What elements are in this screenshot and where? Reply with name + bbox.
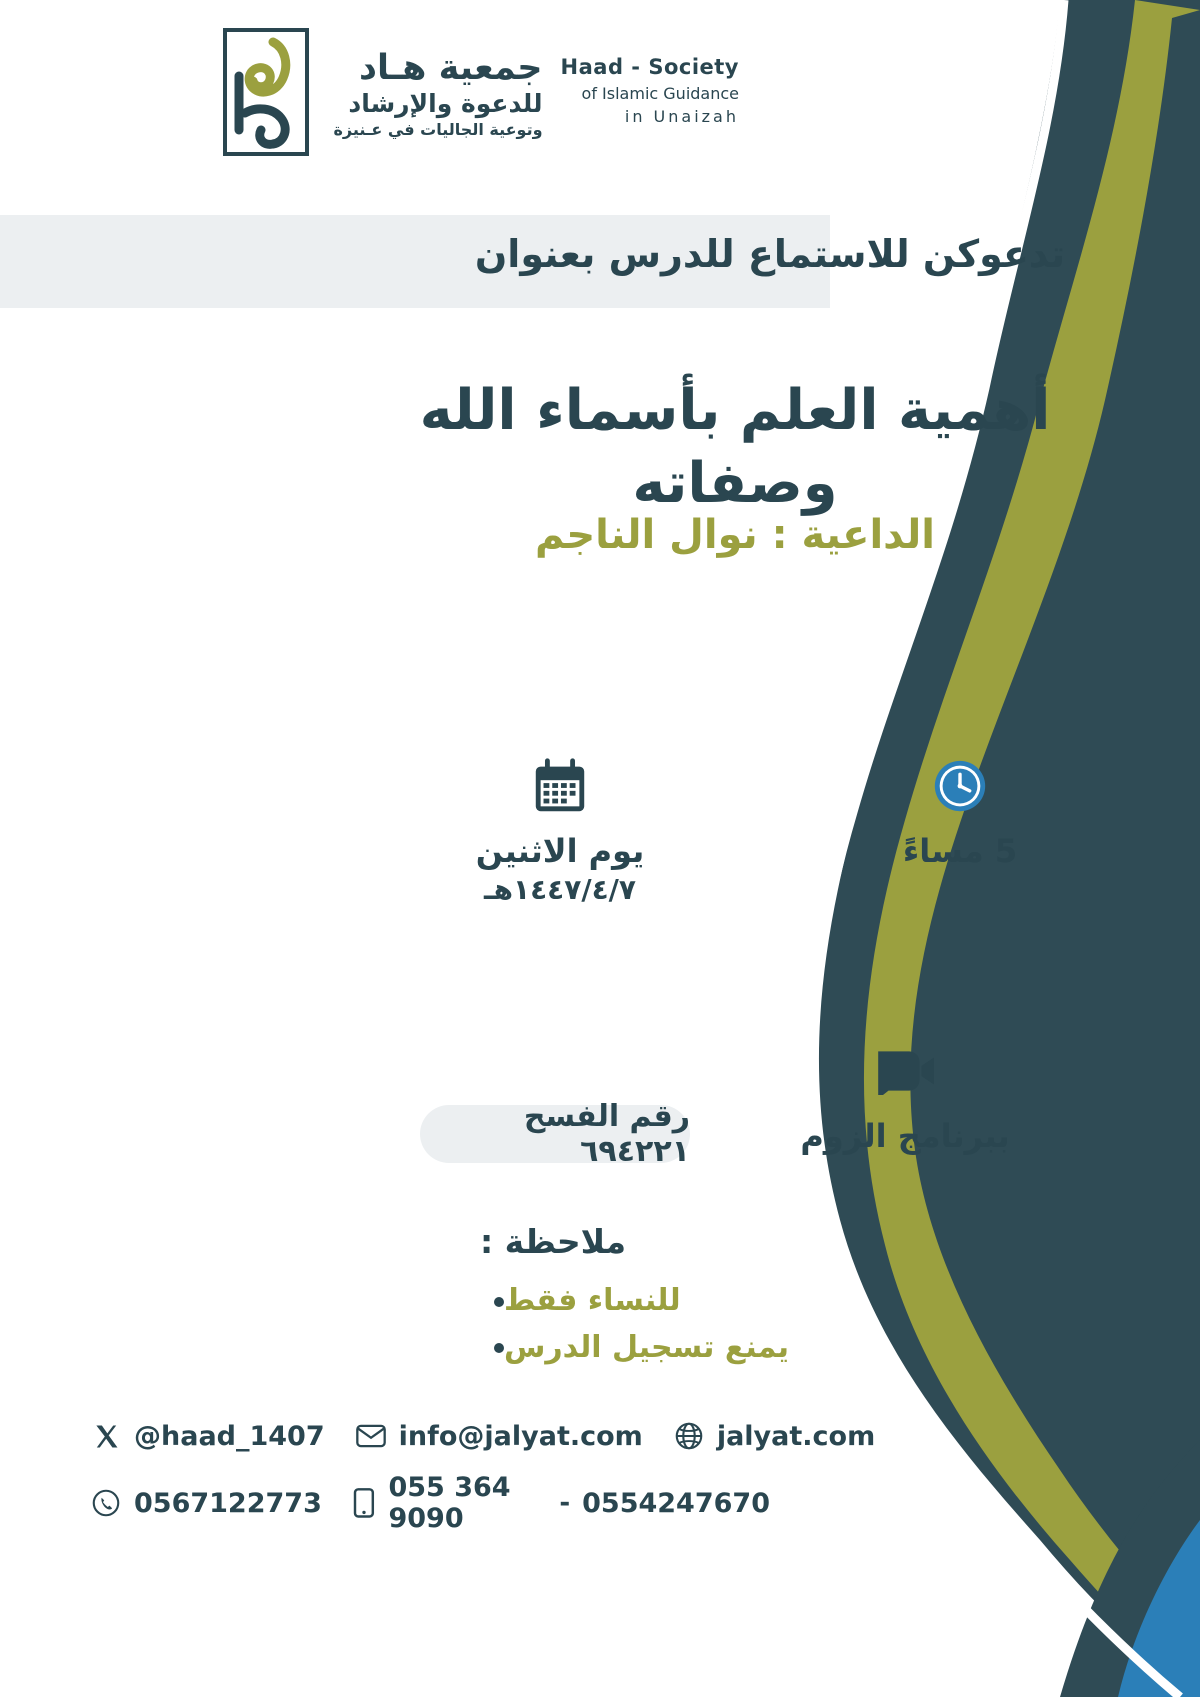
event-time-block — [845, 755, 1075, 906]
contact-twitter[interactable] — [90, 1420, 325, 1452]
contact-mobile2-text: 0554247670 — [582, 1487, 770, 1519]
notes-title: ملاحظة : — [480, 1222, 627, 1261]
notes-list — [480, 1278, 1200, 1371]
logo-arabic-line2: للدعوة والإرشاد — [348, 89, 543, 119]
logo-english-line2: of Islamic Guidance — [581, 84, 739, 104]
clock-icon — [845, 755, 1075, 817]
event-date-label: يوم الاثنين — [475, 832, 645, 870]
note-text: للنساء فقط — [504, 1283, 681, 1318]
contact-website[interactable] — [673, 1420, 875, 1452]
logo-arabic-line1: جمعية هـاد — [359, 47, 543, 88]
phone-icon — [90, 1487, 122, 1519]
globe-icon — [673, 1420, 705, 1452]
x-twitter-icon — [90, 1420, 122, 1452]
contact-row-1 — [90, 1420, 876, 1452]
note-text: يمنع تسجيل الدرس — [504, 1329, 789, 1365]
logo-english-text — [561, 52, 739, 135]
list-item — [480, 1325, 1200, 1372]
speaker-name: الداعية : نوال الناجم — [534, 512, 936, 558]
room-number-badge: رقم الفسح ٦٩٤٢٢١ — [420, 1105, 690, 1163]
contact-email-text: info@jalyat.com — [398, 1420, 643, 1452]
haad-logo-icon — [215, 18, 315, 168]
logo-arabic-text — [333, 47, 542, 140]
event-platform-block — [790, 1040, 1020, 1158]
bullet-icon — [494, 1343, 504, 1353]
contact-mobile[interactable] — [352, 1472, 770, 1534]
contact-phone-text: 0567122773 — [134, 1487, 322, 1519]
video-camera-icon — [790, 1040, 1020, 1102]
lesson-title: أهمية العلم بأسماء الله وصفاته — [419, 378, 1051, 516]
logo-arabic-line3: وتوعية الجاليات في عـنيزة — [333, 119, 543, 139]
contact-separator: - — [559, 1488, 571, 1518]
contact-website-text: jalyat.com — [716, 1420, 876, 1452]
event-date-hijri: ١٤٤٧/٤/٧هـ — [484, 872, 636, 906]
event-date-block — [445, 755, 675, 906]
event-details-row — [440, 755, 1080, 906]
bullet-icon — [494, 1297, 504, 1307]
contact-row-2 — [90, 1472, 770, 1534]
logo-english-line1: Haad - Society — [560, 54, 739, 79]
organization-logo — [215, 18, 745, 168]
contact-mobile1-text: 055 364 9090 — [388, 1472, 511, 1534]
contact-email[interactable] — [355, 1420, 643, 1452]
list-item — [480, 1278, 1200, 1325]
invitation-line: تدعوكن للاستماع للدرس بعنوان — [474, 232, 1066, 276]
contact-twitter-text: @haad_1407 — [134, 1420, 325, 1452]
event-platform-label: ببرنامج الزوم — [800, 1117, 1010, 1155]
mobile-icon — [352, 1487, 377, 1519]
event-time-label: 5 مساءً — [902, 832, 1018, 870]
calendar-icon — [445, 755, 675, 817]
mail-icon — [355, 1420, 387, 1452]
logo-english-line3: in Unaizah — [624, 107, 739, 127]
contact-footer — [90, 1420, 876, 1554]
contact-phone[interactable] — [90, 1487, 322, 1519]
